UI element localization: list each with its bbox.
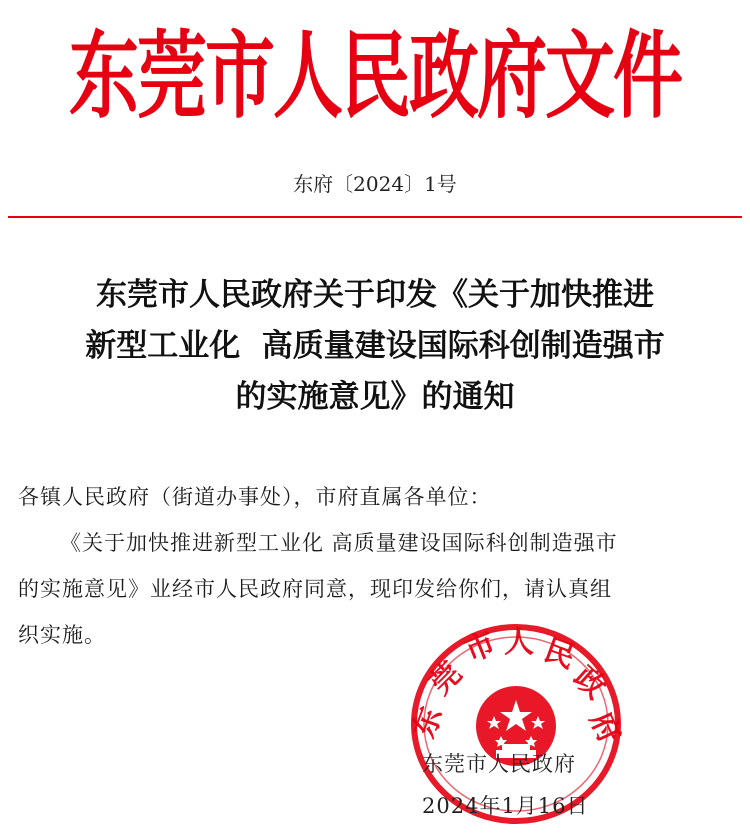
title-line-2: 新型工业化 高质量建设国际科创制造强市 [85, 328, 665, 364]
body-line-1: 《关于加快推进新型工业化 高质量建设国际科创制造强市 [60, 531, 618, 555]
signing-date: 2024年1月16日 [422, 794, 589, 818]
document-title [20, 270, 730, 423]
red-divider-rule [8, 216, 742, 218]
svg-text:民: 民 [539, 632, 580, 676]
svg-text:府: 府 [582, 706, 628, 749]
svg-text:市: 市 [459, 625, 501, 670]
svg-text:政: 政 [566, 659, 613, 707]
document-number: 东府〔2024〕1号 [293, 172, 457, 196]
title-line-3: 的实施意见》的通知 [235, 379, 515, 415]
salutation: 各镇人民政府（街道办事处），市府直属各单位： [18, 485, 492, 509]
signing-organization: 东莞市人民政府 [422, 752, 576, 776]
svg-text:东: 东 [406, 702, 450, 743]
masthead-title: 东莞市人民政府文件 [69, 20, 681, 131]
svg-text:人: 人 [504, 625, 534, 660]
title-line-1: 东莞市人民政府关于印发《关于加快推进 [96, 277, 654, 313]
svg-text:莞: 莞 [422, 655, 469, 702]
body-line-3: 织实施。 [18, 623, 106, 647]
body-line-2: 的实施意见》业经市人民政府同意，现印发给你们，请认真组 [18, 577, 612, 601]
